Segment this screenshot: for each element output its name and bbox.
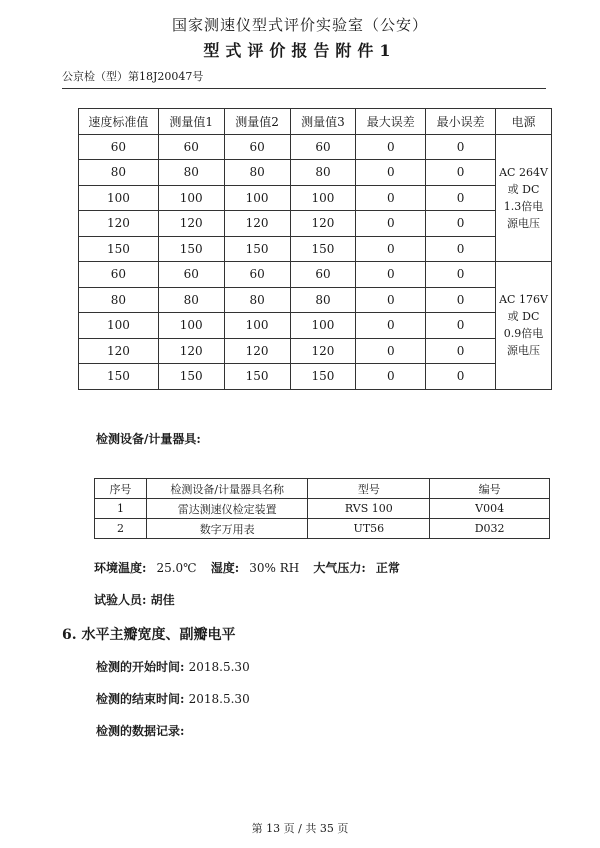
power-line: AC 264V (499, 165, 548, 179)
table-cell: 0 (426, 338, 496, 364)
table-cell: 150 (79, 236, 159, 262)
table-cell: 数字万用表 (146, 519, 308, 539)
pressure-label: 大气压力: (313, 561, 366, 575)
table-cell: 150 (79, 364, 159, 390)
humidity-label: 湿度: (210, 561, 240, 575)
table-cell: 60 (158, 262, 224, 288)
table-row (79, 287, 552, 313)
table-cell: 雷达测速仪检定装置 (146, 499, 308, 519)
table-row (79, 262, 552, 288)
table-cell: 0 (426, 236, 496, 262)
table-cell: 0 (426, 287, 496, 313)
column-header: 测量值1 (158, 109, 224, 135)
power-condition-cell (496, 262, 552, 390)
header-divider (62, 88, 546, 89)
table-cell: 60 (79, 134, 159, 160)
power-line: 0.9倍电 (503, 327, 544, 341)
table-row (95, 519, 550, 539)
power-condition-cell (496, 134, 552, 262)
table-cell: 100 (224, 313, 290, 339)
table-cell: 0 (426, 134, 496, 160)
table-cell: 120 (224, 211, 290, 237)
column-header: 测量值3 (290, 109, 356, 135)
table-cell: 0 (426, 185, 496, 211)
column-header: 最小误差 (426, 109, 496, 135)
table-cell: 80 (224, 160, 290, 186)
table-cell: 80 (290, 160, 356, 186)
table-row (79, 313, 552, 339)
table-cell: 0 (356, 236, 426, 262)
table-cell: 150 (224, 236, 290, 262)
table-row (95, 499, 550, 519)
equipment-table (94, 478, 550, 539)
table-cell: 120 (79, 211, 159, 237)
temperature-label: 环境温度: (94, 561, 147, 575)
table-cell: RVS 100 (308, 499, 430, 519)
table-cell: V004 (430, 499, 550, 519)
table-cell: 100 (224, 185, 290, 211)
tester-label: 试验人员: (94, 593, 147, 607)
table-cell: 0 (426, 211, 496, 237)
end-time-label: 检测的结束时间: (96, 692, 185, 706)
table-cell: 60 (290, 134, 356, 160)
table-cell: 80 (290, 287, 356, 313)
table-row (79, 185, 552, 211)
power-line: AC 176V (499, 293, 548, 307)
table-cell: 100 (290, 313, 356, 339)
speed-test-table (78, 108, 552, 390)
equipment-section-label: 检测设备/计量器具: (96, 432, 201, 446)
table-cell: 150 (290, 364, 356, 390)
table-cell: 0 (426, 262, 496, 288)
table-cell: 2 (95, 519, 147, 539)
table-cell: UT56 (308, 519, 430, 539)
table-header-row (95, 479, 550, 499)
power-line: 源电压 (507, 344, 540, 358)
table-cell: 0 (356, 262, 426, 288)
table-cell: 120 (158, 338, 224, 364)
report-title: 型式评价报告附件1 (203, 41, 397, 60)
table-cell: 80 (158, 287, 224, 313)
lab-title: 国家测速仪型式评价实验室（公安） (171, 16, 428, 34)
table-cell: 0 (356, 211, 426, 237)
table-cell: 100 (158, 313, 224, 339)
power-line: 或 DC (507, 310, 540, 324)
document-number: 公京检（型）第18J20047号 (62, 70, 204, 83)
table-cell: 0 (356, 364, 426, 390)
table-cell: 0 (356, 160, 426, 186)
table-cell: 0 (356, 185, 426, 211)
tester-line (94, 591, 175, 608)
column-header: 编号 (430, 479, 550, 499)
power-line: 1.3倍电 (503, 199, 544, 213)
data-records-label: 检测的数据记录: (96, 724, 185, 738)
table-cell: 60 (224, 134, 290, 160)
table-cell: 80 (158, 160, 224, 186)
table-cell: 80 (79, 160, 159, 186)
table-cell: 80 (79, 287, 159, 313)
tester-name: 胡佳 (150, 593, 175, 607)
end-time-value: 2018.5.30 (188, 692, 250, 706)
power-line: 源电压 (507, 216, 540, 230)
table-cell: 120 (158, 211, 224, 237)
table-cell: 120 (290, 211, 356, 237)
start-time-value: 2018.5.30 (188, 660, 250, 674)
table-cell: 60 (290, 262, 356, 288)
table-cell: 60 (158, 134, 224, 160)
page-footer: 第 13 页 / 共 35 页 (251, 822, 349, 835)
end-time-line (96, 690, 250, 707)
column-header: 电源 (496, 109, 552, 135)
column-header: 速度标准值 (79, 109, 159, 135)
column-header: 序号 (95, 479, 147, 499)
table-row (79, 338, 552, 364)
table-row (79, 236, 552, 262)
table-cell: 100 (158, 185, 224, 211)
table-cell: 120 (290, 338, 356, 364)
table-row (79, 134, 552, 160)
table-row (79, 211, 552, 237)
start-time-label: 检测的开始时间: (96, 660, 185, 674)
table-cell: 80 (224, 287, 290, 313)
pressure-value: 正常 (375, 561, 400, 575)
table-cell: 120 (79, 338, 159, 364)
start-time-line (96, 658, 250, 675)
table-cell: 0 (426, 160, 496, 186)
table-cell: 0 (356, 313, 426, 339)
table-cell: 60 (79, 262, 159, 288)
table-row (79, 160, 552, 186)
table-cell: 1 (95, 499, 147, 519)
table-cell: 0 (426, 313, 496, 339)
column-header: 最大误差 (356, 109, 426, 135)
table-cell: 100 (290, 185, 356, 211)
table-cell: 100 (79, 185, 159, 211)
table-cell: 0 (356, 134, 426, 160)
table-cell: 150 (158, 236, 224, 262)
table-cell: 0 (356, 338, 426, 364)
temperature-value: 25.0℃ (156, 561, 197, 575)
column-header: 型号 (308, 479, 430, 499)
power-line: 或 DC (507, 182, 540, 196)
table-header-row (79, 109, 552, 135)
table-cell: 100 (79, 313, 159, 339)
table-cell: D032 (430, 519, 550, 539)
table-cell: 150 (224, 364, 290, 390)
column-header: 检测设备/计量器具名称 (146, 479, 308, 499)
table-cell: 60 (224, 262, 290, 288)
environment-line (94, 559, 410, 576)
table-cell: 0 (426, 364, 496, 390)
column-header: 测量值2 (224, 109, 290, 135)
table-cell: 150 (290, 236, 356, 262)
section-title: 6. 水平主瓣宽度、副瓣电平 (62, 627, 236, 643)
table-cell: 120 (224, 338, 290, 364)
table-cell: 150 (158, 364, 224, 390)
table-row (79, 364, 552, 390)
humidity-value: 30% RH (249, 561, 300, 575)
table-cell: 0 (356, 287, 426, 313)
